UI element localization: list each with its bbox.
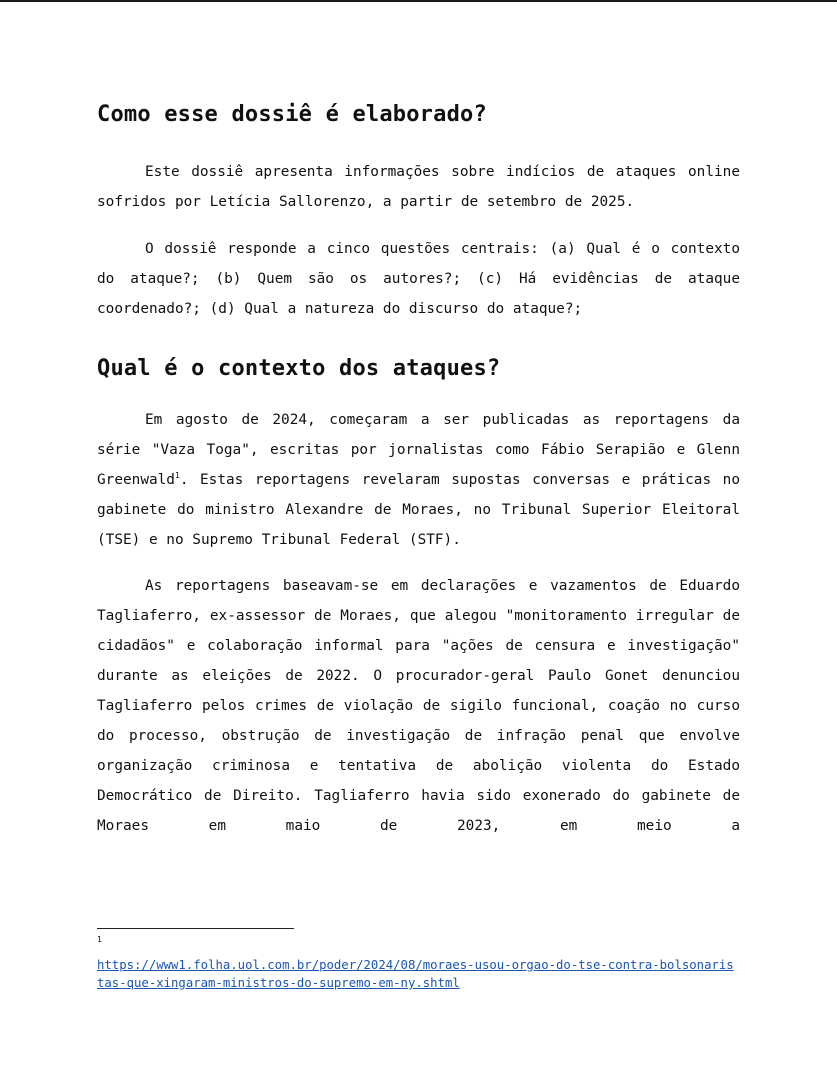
paragraph-tagliaferro: As reportagens baseavam-se em declarações e vazamentos de Eduardo Tagliaferro, ex-assessor de Moraes, que alegou "monitoramento irregular de cidadãos" e colaboração informal para "ações de censura e investigação" durante as eleições de 2022. O procurador-geral Paulo Gonet denunciou Tagliaferro pelos crimes de violação de sigilo funcional, coação no curso do processo, obstrução de investigação de infração penal que envolve organização criminosa e tentativa de abolição violenta do Estado Democrático de Direito. Tagliaferro havia sido exonerado do gabinete de Moraes em maio de 2023, em meio a: [97, 578, 740, 834]
section-heading-context: Qual é o contexto dos ataques?: [97, 356, 501, 381]
footnote-reference[interactable]: 1: [174, 471, 180, 480]
paragraph-vaza-toga-start: Em agosto de 2024, começaram a ser publicadas as reportagens da série "Vaza Toga", escritas por jornalistas como Fábio Serapião e Glenn Greenwald: [97, 412, 740, 488]
top-border: [0, 0, 837, 2]
paragraph-vaza-toga: [97, 405, 740, 555]
paragraph-intro: Este dossiê apresenta informações sobre indícios de ataques online sofridos por Letícia Sallorenzo, a partir de setembro de 2025.: [97, 164, 740, 210]
footnote-number: 1: [97, 935, 102, 944]
footnote-separator: [97, 928, 294, 929]
footnote-link[interactable]: https://www1.folha.uol.com.br/poder/2024/08/moraes-usou-orgao-do-tse-contra-bolsonaristas-que-xingaram-ministros-do-supremo-em-ny.shtml: [97, 958, 734, 990]
paragraph-vaza-toga-end: . Estas reportagens revelaram supostas conversas e práticas no gabinete do ministro Alexandre de Moraes, no Tribunal Superior Eleitoral (TSE) e no Supremo Tribunal Federal (STF).: [97, 472, 740, 548]
paragraph-questions: O dossiê responde a cinco questões centrais: (a) Qual é o contexto do ataque?; (b) Quem são os autores?; (c) Há evidências de ataque coordenado?; (d) Qual a natureza do discurso do ataque?;: [97, 241, 740, 317]
section-heading-elaboration: Como esse dossiê é elaborado?: [97, 102, 487, 127]
